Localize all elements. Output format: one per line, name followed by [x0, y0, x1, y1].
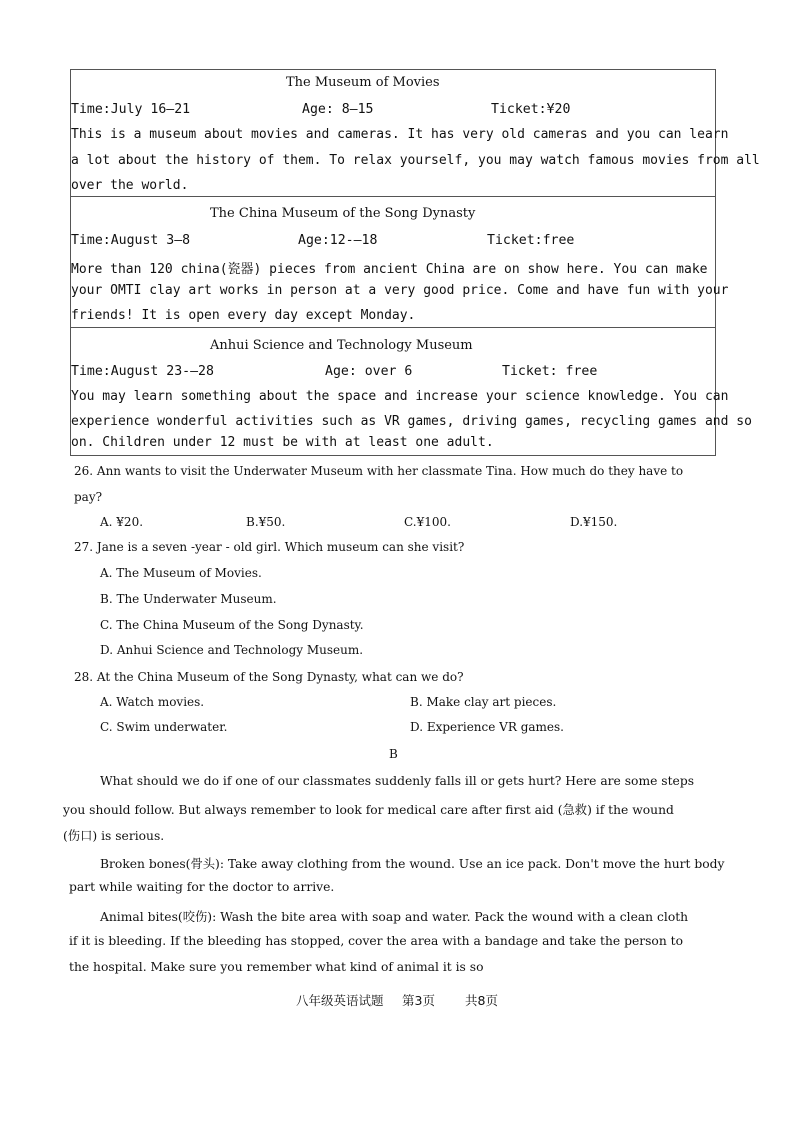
- question-27-option-a: A. The Museum of Movies.: [100, 566, 262, 580]
- question-26-option-c: C.¥100.: [404, 515, 451, 529]
- question-27-option-b: B. The Underwater Museum.: [100, 592, 277, 606]
- question-28-stem: 28. At the China Museum of the Song Dynasty, what can we do?: [74, 670, 464, 684]
- passage-line: if it is bleeding. If the bleeding has stopped, cover the area with a bandage and take the person to: [69, 934, 683, 948]
- museum-title: The Museum of Movies: [286, 75, 440, 90]
- question-27-option-d: D. Anhui Science and Technology Museum.: [100, 643, 364, 657]
- question-26-stem: 26. Ann wants to visit the Underwater Museum with her classmate Tina. How much do they have to: [74, 464, 684, 478]
- question-26-option-d: D.¥150.: [570, 515, 618, 529]
- museum-ticket: Ticket:¥20: [491, 102, 571, 117]
- museum-age: Age: 8—15: [302, 102, 374, 117]
- footer-page-number: 第3页: [402, 993, 435, 1008]
- question-26-stem-cont: pay?: [74, 490, 103, 504]
- footer-total-pages: 共8页: [465, 993, 498, 1008]
- question-27-stem: 27. Jane is a seven -year - old girl. Which museum can she visit?: [74, 540, 465, 554]
- museum-ticket: Ticket: free: [502, 364, 598, 379]
- passage-line: part while waiting for the doctor to arrive.: [69, 880, 335, 894]
- question-28-option-a: A. Watch movies.: [100, 695, 205, 709]
- passage-line: (伤口) is serious.: [63, 829, 165, 843]
- passage-line: Broken bones(骨头): Take away clothing from the wound. Use an ice pack. Don't move the hurt body: [100, 857, 725, 871]
- passage-line: you should follow. But always remember to look for medical care after first aid (急救) if the wound: [63, 803, 674, 817]
- passage-line: Animal bites(咬伤): Wash the bite area with soap and water. Pack the wound with a clean cloth: [100, 910, 689, 924]
- museum-table: [70, 69, 760, 456]
- museum-time: Time:July 16—21: [71, 102, 191, 117]
- museum-title: The China Museum of the Song Dynasty: [210, 206, 476, 221]
- museum-anhui-cell: [71, 328, 752, 455]
- museum-desc-line: You may learn something about the space and increase your science knowledge. You can: [71, 389, 729, 404]
- question-28-option-d: D. Experience VR games.: [410, 720, 564, 734]
- footer-exam-title: 八年级英语试题: [296, 993, 384, 1008]
- museum-desc-line: experience wonderful activities such as VR games, driving games, recycling games and so: [71, 414, 752, 429]
- museum-desc-line: a lot about the history of them. To relax yourself, you may watch famous movies from all: [71, 153, 760, 168]
- question-28-option-b: B. Make clay art pieces.: [410, 695, 557, 709]
- museum-time: Time:August 3—8: [71, 233, 191, 248]
- museum-age: Age: over 6: [325, 364, 413, 379]
- museum-time: Time:August 23-—28: [71, 364, 214, 379]
- museum-desc-line: your OMTI clay art works in person at a very good price. Come and have fun with your: [71, 283, 729, 298]
- passage-line: the hospital. Make sure you remember what kind of animal it is so: [69, 960, 484, 974]
- museum-ticket: Ticket:free: [487, 233, 575, 248]
- museum-movies-cell: [71, 70, 760, 197]
- section-b-label: B: [389, 747, 398, 761]
- museum-desc-line: friends! It is open every day except Monday.: [71, 308, 416, 323]
- question-28-option-c: C. Swim underwater.: [100, 720, 228, 734]
- museum-song-cell: [71, 197, 729, 328]
- museum-desc-line: over the world.: [71, 178, 189, 193]
- museum-desc-line: More than 120 china(瓷器) pieces from ancient China are on show here. You can make: [71, 262, 708, 277]
- museum-desc-line: This is a museum about movies and cameras. It has very old cameras and you can learn: [71, 127, 729, 142]
- museum-title: Anhui Science and Technology Museum: [210, 338, 473, 353]
- question-26-option-b: B.¥50.: [246, 515, 286, 529]
- museum-desc-line: on. Children under 12 must be with at least one adult.: [71, 435, 494, 450]
- museum-age: Age:12-—18: [298, 233, 378, 248]
- question-27-option-c: C. The China Museum of the Song Dynasty.: [100, 618, 364, 632]
- question-26-option-a: A. ¥20.: [100, 515, 144, 529]
- passage-line: What should we do if one of our classmates suddenly falls ill or gets hurt? Here are some steps: [100, 774, 695, 788]
